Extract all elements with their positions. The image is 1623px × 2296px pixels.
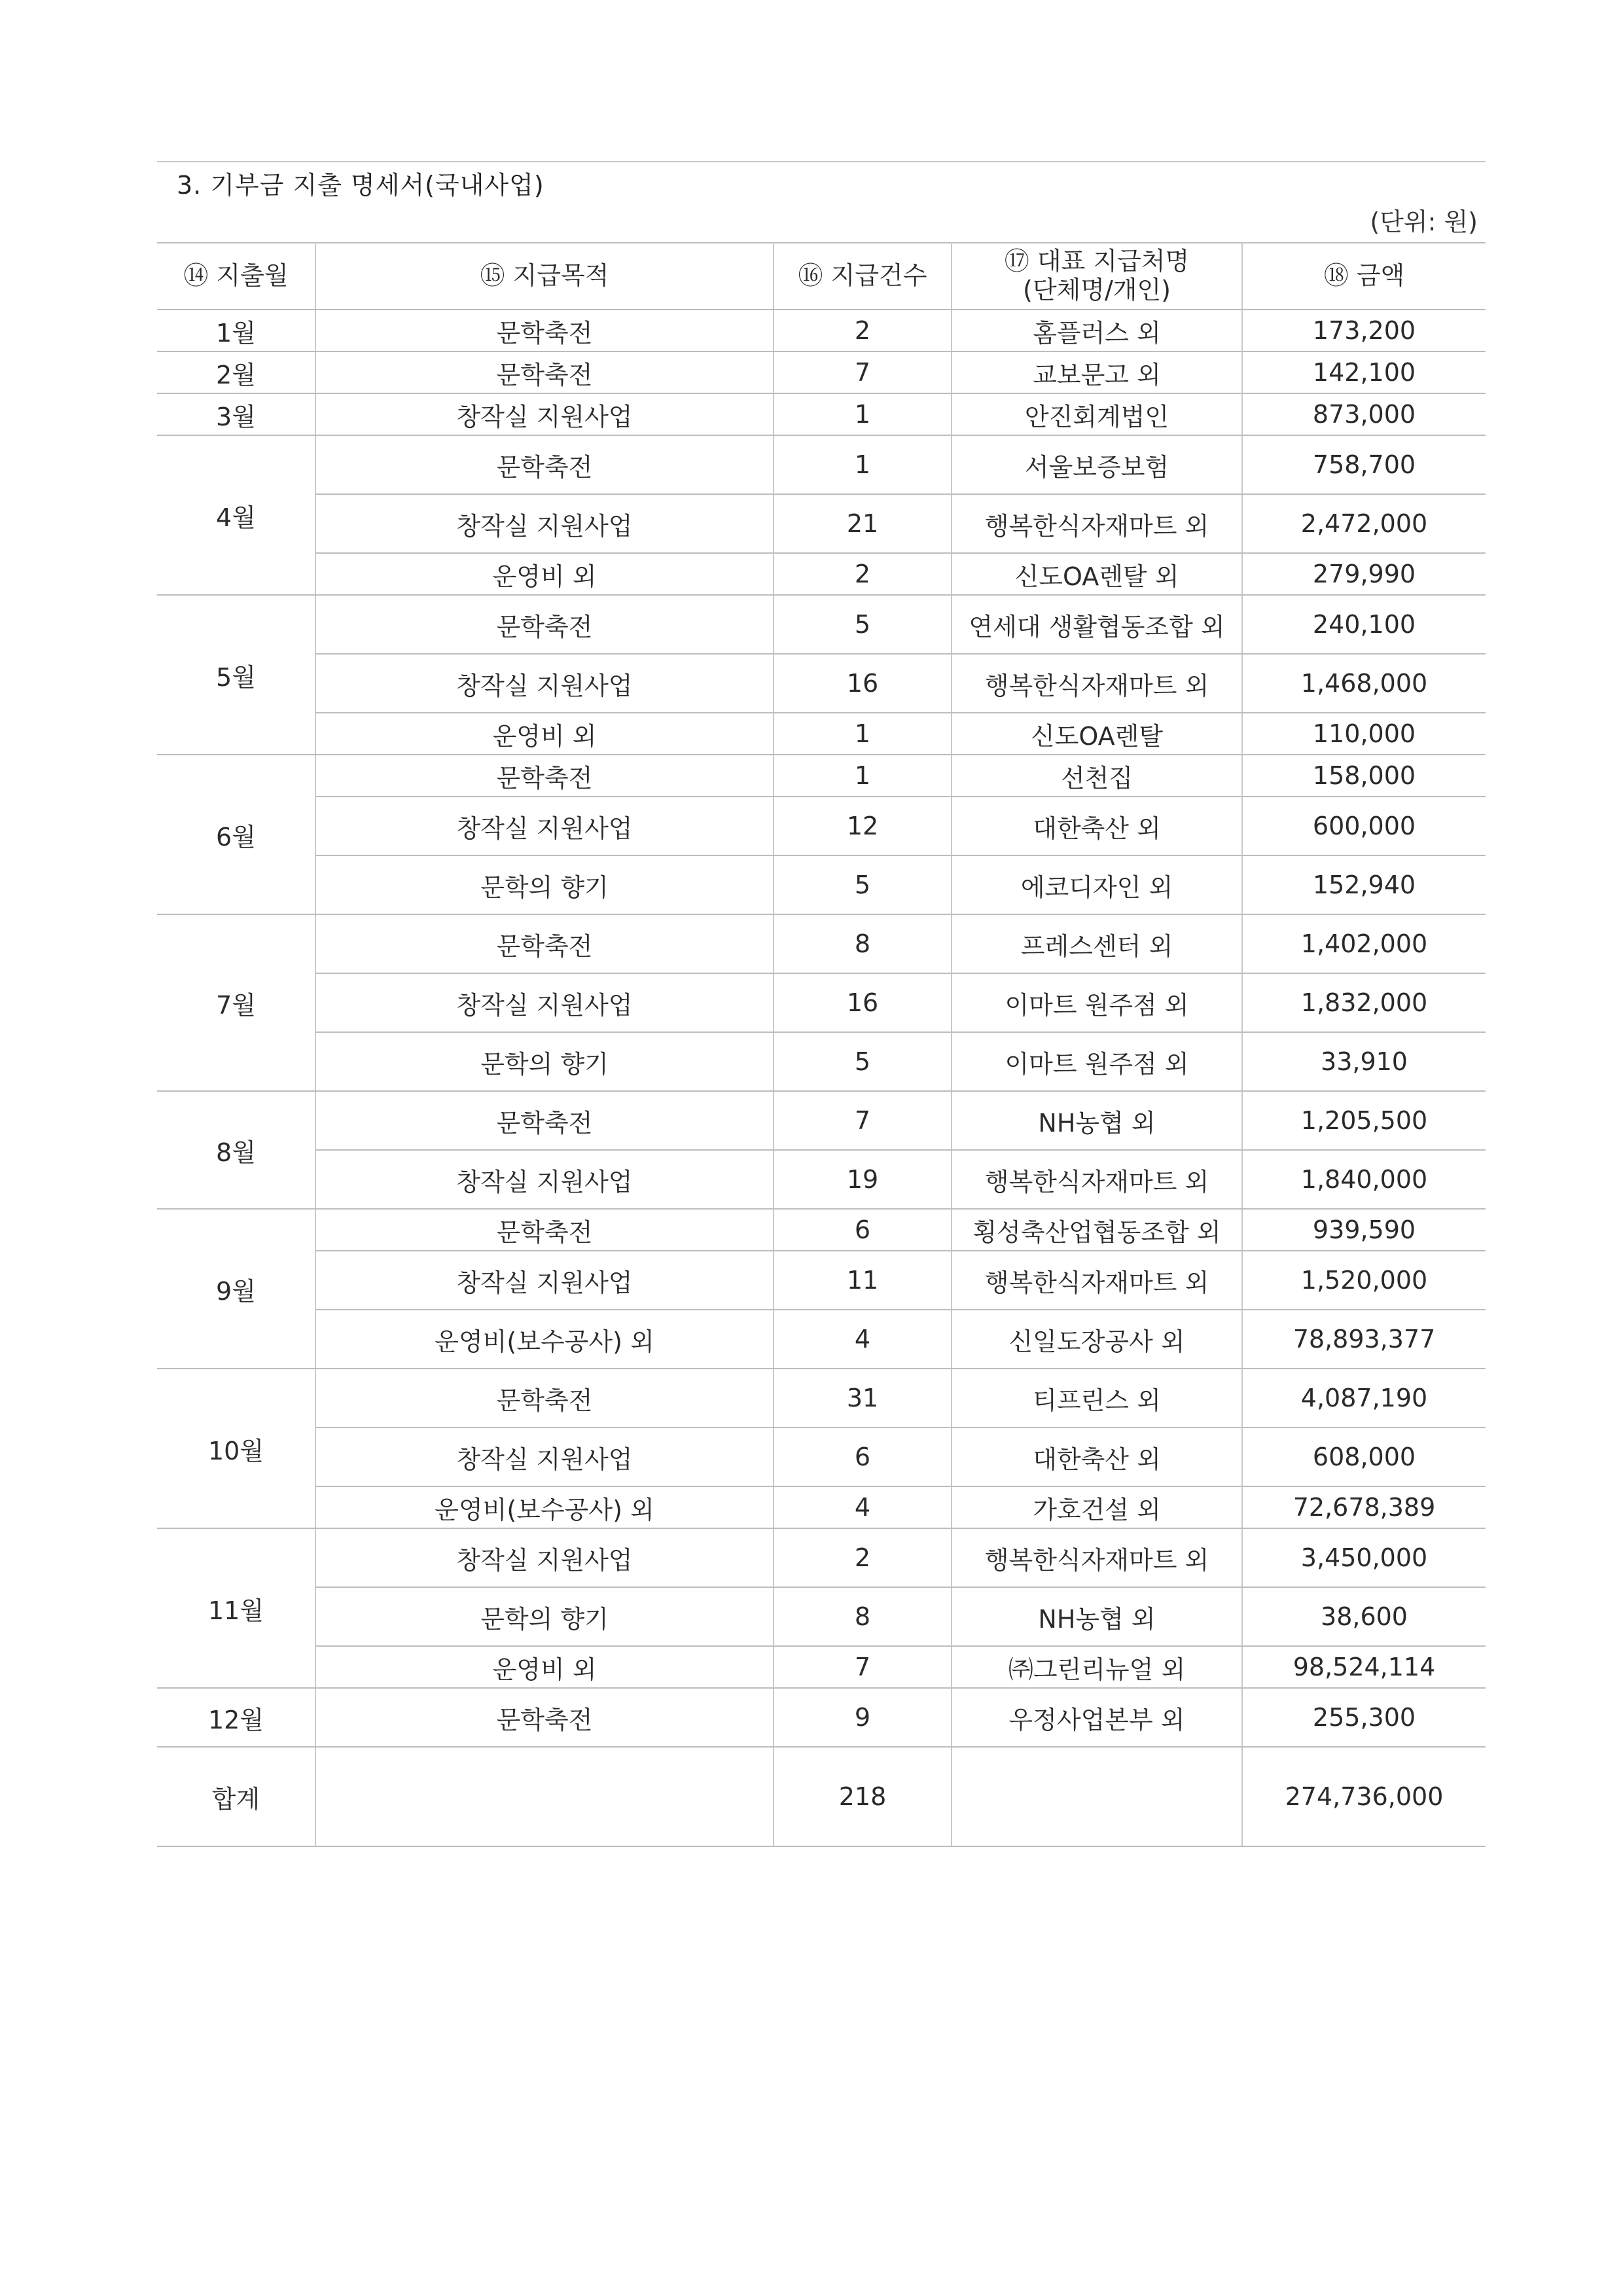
recipient-cell: 행복한식자재마트 외 (952, 654, 1242, 713)
count-cell: 2 (774, 553, 952, 595)
month-cell: 4월 (157, 435, 315, 595)
month-cell: 6월 (157, 755, 315, 914)
recipient-cell: 교보문고 외 (952, 351, 1242, 393)
count-cell: 31 (774, 1369, 952, 1427)
purpose-cell: 창작실 지원사업 (315, 654, 774, 713)
amount-cell: 33,910 (1242, 1032, 1486, 1091)
table-row (157, 351, 1486, 393)
table-row (157, 1150, 1486, 1209)
purpose-cell: 문학축전 (315, 435, 774, 494)
recipient-cell: 티프린스 외 (952, 1369, 1242, 1427)
count-cell: 4 (774, 1310, 952, 1369)
table-row (157, 1310, 1486, 1369)
section-title: 3. 기부금 지출 명세서(국내사업) (177, 171, 544, 200)
purpose-cell: 운영비 외 (315, 713, 774, 755)
purpose-cell: 운영비 외 (315, 1646, 774, 1688)
count-cell: 7 (774, 1091, 952, 1150)
recipient-cell: 신일도장공사 외 (952, 1310, 1242, 1369)
table-row (157, 855, 1486, 914)
table-row (157, 755, 1486, 797)
table-row (157, 1251, 1486, 1310)
total-count: 218 (774, 1747, 952, 1846)
count-cell: 1 (774, 393, 952, 435)
table-row (157, 797, 1486, 855)
table-row (157, 1528, 1486, 1587)
amount-cell: 279,990 (1242, 553, 1486, 595)
table-row (157, 1587, 1486, 1646)
purpose-cell: 문학축전 (315, 1091, 774, 1150)
recipient-cell: 가호건설 외 (952, 1486, 1242, 1528)
purpose-cell: 문학축전 (315, 1369, 774, 1427)
recipient-cell: ㈜그린리뉴얼 외 (952, 1646, 1242, 1688)
table-row (157, 393, 1486, 435)
header-amount: ⑱ 금액 (1242, 243, 1486, 310)
purpose-cell: 창작실 지원사업 (315, 797, 774, 855)
amount-cell: 1,402,000 (1242, 914, 1486, 973)
count-cell: 9 (774, 1688, 952, 1747)
purpose-cell: 문학축전 (315, 595, 774, 654)
count-cell: 1 (774, 435, 952, 494)
purpose-cell: 문학축전 (315, 1209, 774, 1251)
total-label: 합계 (157, 1747, 315, 1846)
count-cell: 1 (774, 755, 952, 797)
purpose-cell: 운영비(보수공사) 외 (315, 1486, 774, 1528)
amount-cell: 3,450,000 (1242, 1528, 1486, 1587)
table-row (157, 435, 1486, 494)
table-row (157, 1427, 1486, 1486)
count-cell: 7 (774, 1646, 952, 1688)
purpose-cell: 문학의 향기 (315, 855, 774, 914)
header-count: ⑯ 지급건수 (774, 243, 952, 310)
month-cell: 2월 (157, 351, 315, 393)
count-cell: 5 (774, 855, 952, 914)
amount-cell: 152,940 (1242, 855, 1486, 914)
purpose-cell: 창작실 지원사업 (315, 1427, 774, 1486)
amount-cell: 600,000 (1242, 797, 1486, 855)
month-cell: 8월 (157, 1091, 315, 1209)
table-row (157, 914, 1486, 973)
table-row (157, 1646, 1486, 1688)
purpose-cell: 문학축전 (315, 351, 774, 393)
purpose-cell: 운영비 외 (315, 553, 774, 595)
purpose-cell: 창작실 지원사업 (315, 1150, 774, 1209)
table-row (157, 1032, 1486, 1091)
count-cell: 16 (774, 654, 952, 713)
header-purpose: ⑮ 지급목적 (315, 243, 774, 310)
recipient-cell: 에코디자인 외 (952, 855, 1242, 914)
month-cell: 12월 (157, 1688, 315, 1747)
purpose-cell: 문학축전 (315, 914, 774, 973)
amount-cell: 1,468,000 (1242, 654, 1486, 713)
count-cell: 12 (774, 797, 952, 855)
recipient-cell: 안진회계법인 (952, 393, 1242, 435)
table-row (157, 654, 1486, 713)
count-cell: 1 (774, 713, 952, 755)
recipient-cell: 선천집 (952, 755, 1242, 797)
table-body (157, 310, 1486, 1846)
count-cell: 4 (774, 1486, 952, 1528)
recipient-cell: 이마트 원주점 외 (952, 973, 1242, 1032)
amount-cell: 1,840,000 (1242, 1150, 1486, 1209)
table-row (157, 1091, 1486, 1150)
amount-cell: 1,520,000 (1242, 1251, 1486, 1310)
table-row (157, 973, 1486, 1032)
count-cell: 6 (774, 1427, 952, 1486)
recipient-cell: 신도OA렌탈 (952, 713, 1242, 755)
count-cell: 2 (774, 310, 952, 351)
amount-cell: 142,100 (1242, 351, 1486, 393)
recipient-cell: 대한축산 외 (952, 1427, 1242, 1486)
month-cell: 1월 (157, 310, 315, 351)
amount-cell: 939,590 (1242, 1209, 1486, 1251)
recipient-cell: 행복한식자재마트 외 (952, 494, 1242, 553)
table-row (157, 1369, 1486, 1427)
recipient-cell: 행복한식자재마트 외 (952, 1150, 1242, 1209)
purpose-cell: 운영비(보수공사) 외 (315, 1310, 774, 1369)
purpose-cell: 창작실 지원사업 (315, 1251, 774, 1310)
table-row (157, 310, 1486, 351)
recipient-cell: 우정사업본부 외 (952, 1688, 1242, 1747)
month-cell: 9월 (157, 1209, 315, 1369)
total-purpose (315, 1747, 774, 1846)
purpose-cell: 문학축전 (315, 1688, 774, 1747)
recipient-cell: NH농협 외 (952, 1587, 1242, 1646)
header-row (157, 243, 1486, 310)
amount-cell: 240,100 (1242, 595, 1486, 654)
amount-cell: 1,205,500 (1242, 1091, 1486, 1150)
month-cell: 7월 (157, 914, 315, 1091)
purpose-cell: 창작실 지원사업 (315, 1528, 774, 1587)
count-cell: 2 (774, 1528, 952, 1587)
count-cell: 5 (774, 595, 952, 654)
recipient-cell: 이마트 원주점 외 (952, 1032, 1242, 1091)
total-recipient (952, 1747, 1242, 1846)
header-recipient (952, 243, 1242, 310)
count-cell: 6 (774, 1209, 952, 1251)
amount-cell: 608,000 (1242, 1427, 1486, 1486)
table-row (157, 713, 1486, 755)
table-row (157, 494, 1486, 553)
month-cell: 5월 (157, 595, 315, 755)
amount-cell: 255,300 (1242, 1688, 1486, 1747)
recipient-cell: 연세대 생활협동조합 외 (952, 595, 1242, 654)
amount-cell: 38,600 (1242, 1587, 1486, 1646)
month-cell: 3월 (157, 393, 315, 435)
amount-cell: 78,893,377 (1242, 1310, 1486, 1369)
header-recipient-line1: ⑰ 대표 지급처명 (1004, 247, 1190, 276)
amount-cell: 173,200 (1242, 310, 1486, 351)
recipient-cell: 대한축산 외 (952, 797, 1242, 855)
month-cell: 10월 (157, 1369, 315, 1528)
recipient-cell: 횡성축산업협동조합 외 (952, 1209, 1242, 1251)
recipient-cell: 프레스센터 외 (952, 914, 1242, 973)
count-cell: 7 (774, 351, 952, 393)
purpose-cell: 문학의 향기 (315, 1587, 774, 1646)
total-row (157, 1747, 1486, 1846)
amount-cell: 758,700 (1242, 435, 1486, 494)
amount-cell: 72,678,389 (1242, 1486, 1486, 1528)
header-month: ⑭ 지출월 (157, 243, 315, 310)
amount-cell: 110,000 (1242, 713, 1486, 755)
amount-cell: 98,524,114 (1242, 1646, 1486, 1688)
donation-expense-table (157, 242, 1486, 1847)
unit-note: (단위: 원) (1370, 207, 1478, 236)
purpose-cell: 문학축전 (315, 755, 774, 797)
purpose-cell: 창작실 지원사업 (315, 393, 774, 435)
count-cell: 5 (774, 1032, 952, 1091)
top-rule (157, 161, 1486, 162)
count-cell: 16 (774, 973, 952, 1032)
header-recipient-line2: (단체명/개인) (1023, 276, 1171, 304)
amount-cell: 2,472,000 (1242, 494, 1486, 553)
purpose-cell: 문학축전 (315, 310, 774, 351)
amount-cell: 1,832,000 (1242, 973, 1486, 1032)
recipient-cell: 행복한식자재마트 외 (952, 1251, 1242, 1310)
recipient-cell: 홈플러스 외 (952, 310, 1242, 351)
count-cell: 8 (774, 914, 952, 973)
count-cell: 21 (774, 494, 952, 553)
purpose-cell: 창작실 지원사업 (315, 494, 774, 553)
recipient-cell: 서울보증보험 (952, 435, 1242, 494)
count-cell: 19 (774, 1150, 952, 1209)
count-cell: 11 (774, 1251, 952, 1310)
table-row (157, 595, 1486, 654)
count-cell: 8 (774, 1587, 952, 1646)
recipient-cell: 행복한식자재마트 외 (952, 1528, 1242, 1587)
recipient-cell: NH농협 외 (952, 1091, 1242, 1150)
recipient-cell: 신도OA렌탈 외 (952, 553, 1242, 595)
amount-cell: 4,087,190 (1242, 1369, 1486, 1427)
month-cell: 11월 (157, 1528, 315, 1688)
table-row (157, 1688, 1486, 1747)
table-row (157, 1486, 1486, 1528)
amount-cell: 873,000 (1242, 393, 1486, 435)
table-row (157, 553, 1486, 595)
purpose-cell: 문학의 향기 (315, 1032, 774, 1091)
purpose-cell: 창작실 지원사업 (315, 973, 774, 1032)
total-amount: 274,736,000 (1242, 1747, 1486, 1846)
table-row (157, 1209, 1486, 1251)
amount-cell: 158,000 (1242, 755, 1486, 797)
